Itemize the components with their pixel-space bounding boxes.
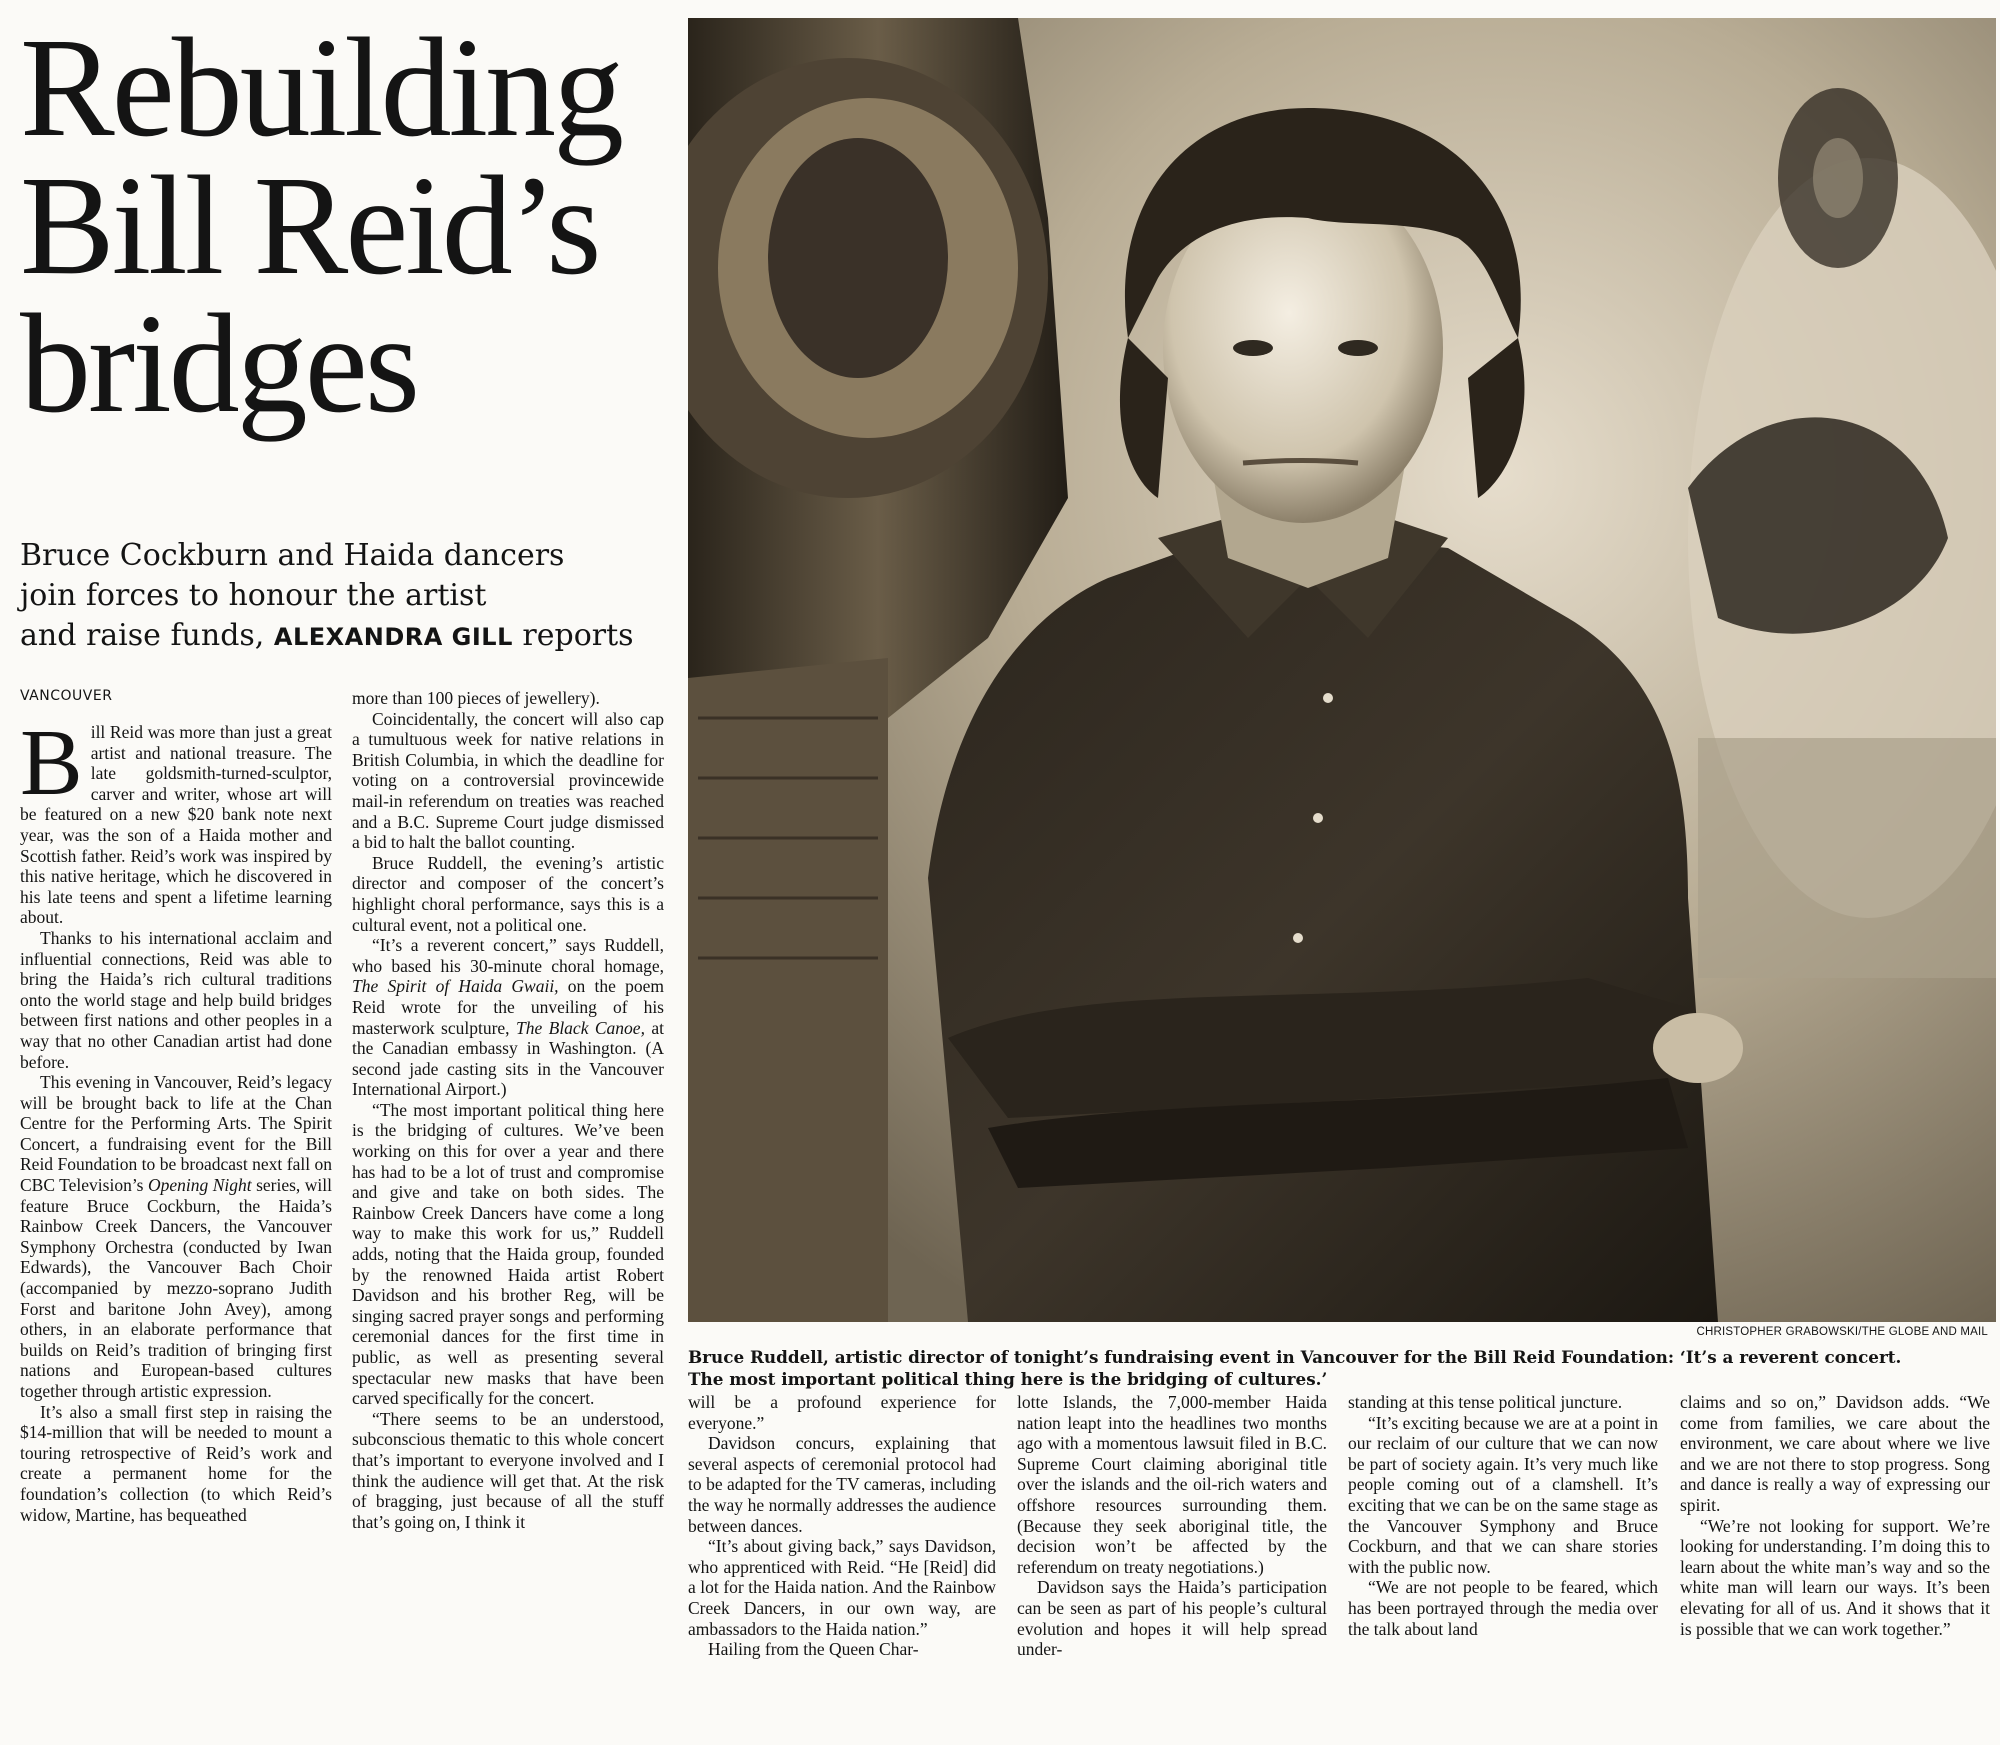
paragraph: “We’re not looking for support. We’re looking for understanding. I’m doing this to learn about the white man’s way and so the white man will learn our ways. It’s been elevating for all of us. And it shows that it is possible that we can work together.” — [1680, 1515, 1990, 1639]
paragraph: “It’s a reverent concert,” says Ruddell, who based his 30-minute choral homage, The Spirit of Haida Gwaii, on the poem Reid wrote for the unveiling of his masterwork sculpture, The Black Canoe, at the Canadian embassy in Washington. (A second jade casting sits in the Vancouver International Airport.) — [352, 935, 665, 1100]
paragraph: Bruce Ruddell, the evening’s artistic director and composer of the concert’s highlight choral performance, says this is a cultural event, not a political one. — [352, 852, 664, 935]
paragraph: Hailing from the Queen Char- — [708, 1639, 919, 1660]
portrait-photo-illustration — [688, 18, 1996, 1322]
headline-line-3: bridges — [20, 284, 418, 442]
deck-line-3: and raise funds, — [20, 618, 265, 653]
paragraph: lotte Islands, the 7,000-member Haida nation leapt into the headlines two months ago with a momentous lawsuit filed in B.C. Supreme Court claiming aboriginal title over the islands and the oil-rich waters and offshore resources surrounding them. (Because they seek aboriginal title, the decision won’t be affected by the referendum on treaty negotiations.) — [1017, 1392, 1327, 1577]
paragraph: claims and so on,” Davidson adds. “We come from families, we care about the environment, we care about where we live and we are not there to stop progress. Song and dance is really a way of expressing our spirit. — [1680, 1392, 1990, 1515]
paragraph: Coincidentally, the concert will also cap a tumultuous week for native relations in British Columbia, in which the deadline for voting on a controversial provincewide mail-in referendum on treaties was reached and a B.C. Supreme Court judge dismissed a bid to halt the ballot counting. — [352, 708, 664, 853]
paragraph: Bill Reid was more than just a great artist and national treasure. The late goldsmith-turned-sculptor, carver and writer, whose art will be featured on a new $20 bank note next year, was the son of a Haida mother and Scottish father. Reid’s work was inspired by this native heritage, which he discovered in his late teens and spent a lifetime learning about. — [20, 711, 332, 928]
byline: ALEXANDRA GILL — [273, 623, 513, 651]
drop-cap: B — [20, 711, 83, 815]
paragraph: Thanks to his international acclaim and influential connections, Reid was able to bring the Haida’s rich cultural traditions onto the world stage and help build bridges between first nations and other peoples in a way that no other Canadian artist had done before. — [20, 927, 332, 1072]
paragraph: more than 100 pieces of jewellery). — [352, 688, 600, 708]
byline-suffix: reports — [522, 618, 634, 653]
photo-credit: CHRISTOPHER GRABOWSKI/THE GLOBE AND MAIL — [1696, 1326, 1988, 1338]
headline-line-2: Bill Reid’s — [20, 146, 599, 304]
article-column-1 — [20, 711, 332, 1737]
paragraph: “It’s about giving back,” says Davidson, who apprenticed with Reid. “He [Reid] did a lot for the Haida nation. And the Rainbow Creek Dancers, in our own way, are ambassadors to the Haida nation.” — [688, 1536, 996, 1639]
photo-caption: Bruce Ruddell, artistic director of tonight’s fundraising event in Vancouver for the Bill Reid Foundation: ‘It’s a reverent concert. The most important political thing here is the bridging of cultures.’ — [688, 1347, 1902, 1389]
paragraph: “We are not people to be feared, which has been portrayed through the media over the talk about land — [1348, 1577, 1658, 1639]
paragraph: This evening in Vancouver, Reid’s legacy will be brought back to life at the Chan Centre for the Performing Arts. The Spirit Concert, a fundraising event for the Bill Reid Foundation to be broadcast next fall on CBC Television’s Opening Night series, will feature Bruce Cockburn, the Haida’s Rainbow Creek Dancers, the Vancouver Symphony Orchestra (conducted by Iwan Edwards), the Vancouver Bach Choir (accompanied by mezzo-soprano Judith Forst and baritone John Avey), among others, in an elaborate performance that builds on Reid’s tradition of bringing first nations and European-based cultures together through artistic expression. — [20, 1072, 332, 1401]
paragraph: “It’s exciting because we are at a point in our reclaim of our culture that we can now be part of society again. It’s very much like people coming out of a clamshell. It’s exciting that we can be on the same stage as the Vancouver Symphony and Bruce Cockburn, and that we can share stories with the public now. — [1348, 1412, 1658, 1577]
paragraph: Davidson concurs, explaining that several aspects of ceremonial protocol had to be adapted for the TV cameras, including the way he normally addresses the audience between dances. — [688, 1433, 996, 1536]
article-column-6 — [1680, 1392, 1990, 1742]
paragraph: standing at this tense political juncture. — [1348, 1392, 1623, 1412]
article-column-3 — [688, 1392, 996, 1742]
paragraph: “There seems to be an understood, subconscious thematic to this whole concert that’s important to everyone involved and I think the audience will get that. At the risk of bragging, just because of all the stuff that’s going on, I think it — [352, 1408, 664, 1532]
headline-line-1: Rebuilding — [20, 8, 622, 166]
paragraph: Davidson says the Haida’s participation can be seen as part of his people’s cultural evolution and hopes it will help spread under- — [1017, 1577, 1327, 1660]
article-column-4 — [1017, 1392, 1327, 1742]
headline — [20, 8, 660, 442]
work-title: The Spirit of Haida Gwaii, — [352, 976, 559, 997]
deck-line-2: join forces to honour the artist — [20, 578, 487, 613]
work-title: The Black Canoe, — [515, 1017, 645, 1038]
show-title: Opening Night — [147, 1175, 252, 1196]
deck-line-1: Bruce Cockburn and Haida dancers — [20, 538, 565, 573]
article-column-2 — [352, 688, 664, 1738]
article-column-5 — [1348, 1392, 1658, 1742]
photo — [688, 18, 1996, 1322]
dateline: VANCOUVER — [20, 688, 113, 704]
paragraph: “The most important political thing here is the bridging of cultures. We’ve been working on this for over a year and there has had to be a lot of trust and compromise and give and take on both sides. The Rainbow Creek Dancers have come a long way to make this work for us,” Ruddell adds, noting that the Haida group, founded by the renowned Haida artist Robert Davidson and his brother Reg, will be singing sacred prayer songs and performing ceremonial dances for the first time in public, as well as presenting several spectacular new masks that have been carved specifically for the concert. — [352, 1099, 664, 1409]
paragraph: It’s also a small first step in raising the $14-million that will be needed to mount a touring retrospective of Reid’s work and create a permanent home for the foundation’s collection (to which Reid’s widow, Martine, has bequeathed — [20, 1401, 332, 1525]
paragraph: will be a profound experience for everyone.” — [688, 1392, 996, 1433]
deck — [20, 536, 670, 657]
